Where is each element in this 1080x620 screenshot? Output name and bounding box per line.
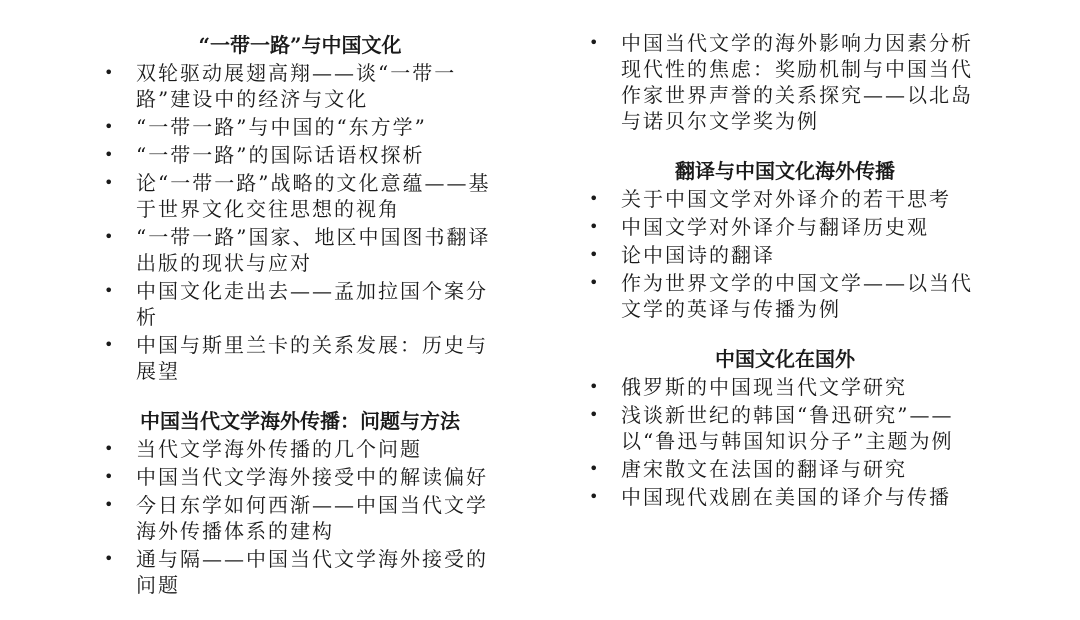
bullet-icon: • xyxy=(589,189,601,208)
item-list xyxy=(585,186,985,322)
list-item xyxy=(100,546,500,598)
list-item xyxy=(100,114,500,140)
item-text: “一带一路”与中国的“东方学” xyxy=(136,115,427,139)
item-text: 论“一带一路”战略的文化意蕴——基于世界文化交往思想的视角 xyxy=(136,171,491,221)
item-text: 俄罗斯的中国现当代文学研究 xyxy=(621,375,907,399)
bullet-icon: • xyxy=(104,117,116,136)
right-column xyxy=(585,30,985,532)
list-item xyxy=(585,484,985,510)
bullet-icon: • xyxy=(589,377,601,396)
section-translation-overseas xyxy=(585,156,985,322)
item-list xyxy=(100,436,500,598)
item-text: 今日东学如何西渐——中国当代文学海外传播体系的建构 xyxy=(136,493,488,543)
list-item xyxy=(100,332,500,384)
list-item xyxy=(100,436,500,462)
section-heading: 中国文化在国外 xyxy=(715,347,855,371)
item-text: 中国现代戏剧在美国的译介与传播 xyxy=(621,485,951,509)
bullet-icon: • xyxy=(104,145,116,164)
section-belt-road-culture xyxy=(100,30,500,384)
left-column xyxy=(100,30,500,620)
bullet-icon: • xyxy=(104,63,116,82)
section-heading: 翻译与中国文化海外传播 xyxy=(675,159,895,183)
item-text: 关于中国文学对外译介的若干思考 xyxy=(621,187,951,211)
list-item xyxy=(100,278,500,330)
item-list xyxy=(585,374,985,510)
item-text: 通与隔——中国当代文学海外接受的问题 xyxy=(136,547,488,597)
bullet-icon: • xyxy=(104,335,116,354)
list-item xyxy=(100,492,500,544)
item-text: 论中国诗的翻译 xyxy=(621,243,775,267)
list-item xyxy=(585,214,985,240)
list-item xyxy=(585,270,985,322)
bullet-icon: • xyxy=(589,217,601,236)
list-item xyxy=(585,402,985,454)
item-text: 唐宋散文在法国的翻译与研究 xyxy=(621,457,907,481)
item-list xyxy=(100,60,500,384)
item-text: 中国与斯里兰卡的关系发展：历史与展望 xyxy=(136,333,488,383)
list-item xyxy=(100,142,500,168)
item-text: 中国当代文学的海外影响力因素分析现代性的焦虑：奖励机制与中国当代作家世界声誉的关系探究——以北岛与诺贝尔文学奖为例 xyxy=(621,31,973,133)
list-item xyxy=(585,374,985,400)
item-text: 浅谈新世纪的韩国“鲁迅研究”——以“鲁迅与韩国知识分子”主题为例 xyxy=(621,403,954,453)
section-heading: “一带一路”与中国文化 xyxy=(198,33,402,57)
item-text: 作为世界文学的中国文学——以当代文学的英译与传播为例 xyxy=(621,271,973,321)
section-contemporary-literature-overseas xyxy=(100,406,500,598)
item-text: 双轮驱动展翅高翔——谈“一带一路”建设中的经济与文化 xyxy=(136,61,457,111)
section-heading: 中国当代文学海外传播：问题与方法 xyxy=(140,409,460,433)
item-text: 中国文学对外译介与翻译历史观 xyxy=(621,215,929,239)
bullet-icon: • xyxy=(589,33,601,52)
list-item xyxy=(100,464,500,490)
bullet-icon: • xyxy=(104,549,116,568)
list-item xyxy=(100,224,500,276)
list-item xyxy=(585,456,985,482)
list-item xyxy=(100,60,500,112)
item-text: 当代文学海外传播的几个问题 xyxy=(136,437,422,461)
list-item xyxy=(585,242,985,268)
list-item xyxy=(585,30,985,134)
item-text: 中国当代文学海外接受中的解读偏好 xyxy=(136,465,488,489)
list-item xyxy=(100,170,500,222)
bullet-icon: • xyxy=(589,245,601,264)
item-text: 中国文化走出去——孟加拉国个案分析 xyxy=(136,279,488,329)
bullet-icon: • xyxy=(104,495,116,514)
bullet-icon: • xyxy=(104,281,116,300)
bullet-icon: • xyxy=(104,467,116,486)
list-item xyxy=(585,186,985,212)
section-continued xyxy=(585,30,985,134)
bullet-icon: • xyxy=(104,439,116,458)
bullet-icon: • xyxy=(589,405,601,424)
bullet-icon: • xyxy=(589,273,601,292)
bullet-icon: • xyxy=(589,487,601,506)
item-text: “一带一路”的国际话语权探析 xyxy=(136,143,425,167)
section-chinese-culture-abroad xyxy=(585,344,985,510)
bullet-icon: • xyxy=(104,173,116,192)
bullet-icon: • xyxy=(104,227,116,246)
item-text: “一带一路”国家、地区中国图书翻译出版的现状与应对 xyxy=(136,225,491,275)
bullet-icon: • xyxy=(589,459,601,478)
item-list xyxy=(585,30,985,134)
